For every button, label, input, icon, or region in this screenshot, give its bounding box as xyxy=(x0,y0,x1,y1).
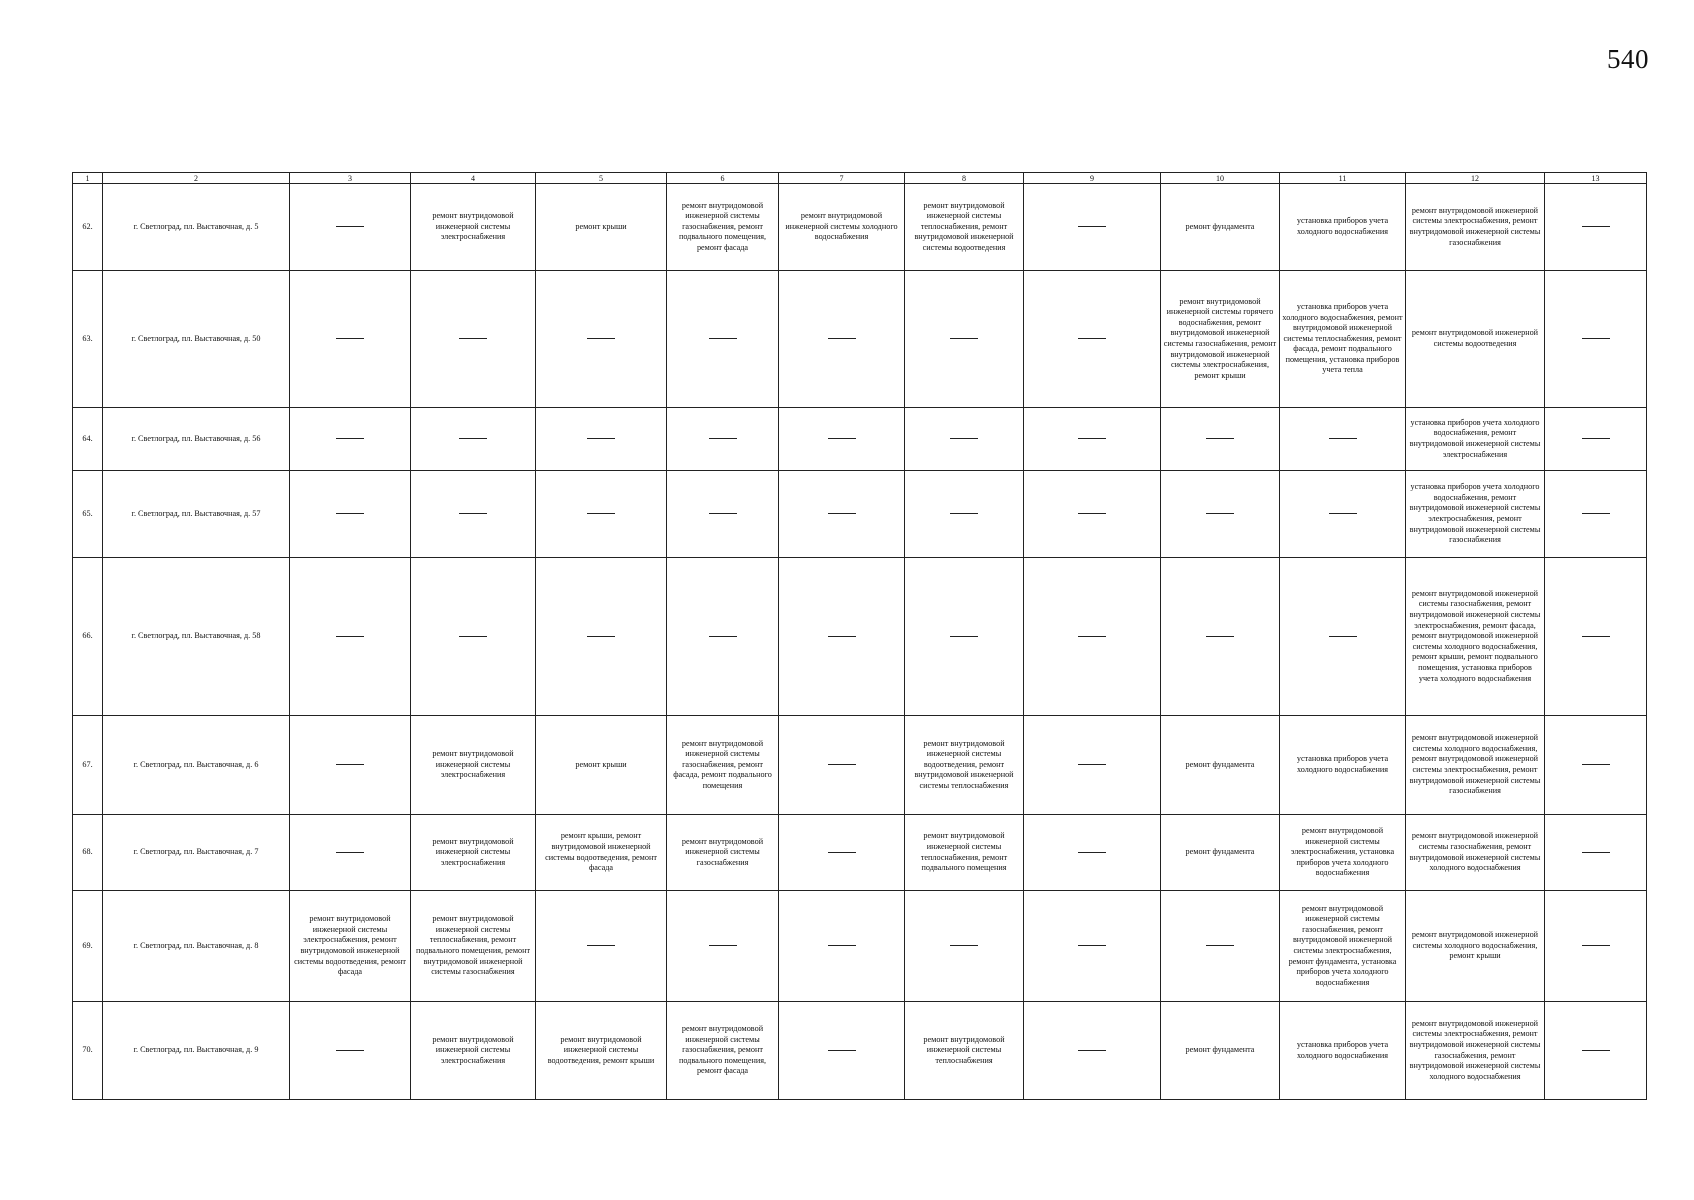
work-type-cell: ремонт внутридомовой инженерной системы электроснабжения xyxy=(411,184,536,271)
dash-mark xyxy=(336,438,364,439)
work-type-cell: ремонт внутридомовой инженерной системы газоснабжения, ремонт подвального помещения, ремонт фасада xyxy=(667,1002,779,1100)
empty-dash-cell xyxy=(290,408,411,471)
empty-dash-cell xyxy=(1024,471,1161,558)
dash-mark xyxy=(587,513,615,514)
dash-mark xyxy=(336,764,364,765)
empty-dash-cell xyxy=(1545,891,1647,1002)
empty-dash-cell xyxy=(1545,815,1647,891)
empty-dash-cell xyxy=(290,815,411,891)
dash-mark xyxy=(950,636,978,637)
empty-dash-cell xyxy=(905,471,1024,558)
empty-dash-cell xyxy=(536,471,667,558)
empty-dash-cell xyxy=(667,558,779,716)
dash-mark xyxy=(336,852,364,853)
work-type-cell: ремонт внутридомовой инженерной системы теплоснабжения, ремонт внутридомовой инженерной системы водоотведения xyxy=(905,184,1024,271)
dash-mark xyxy=(587,438,615,439)
table-row xyxy=(73,891,1647,1002)
empty-dash-cell xyxy=(290,1002,411,1100)
dash-mark xyxy=(336,513,364,514)
dash-mark xyxy=(1078,338,1106,339)
dash-mark xyxy=(950,513,978,514)
empty-dash-cell xyxy=(1024,271,1161,408)
column-number: 11 xyxy=(1280,173,1406,184)
column-number: 2 xyxy=(103,173,290,184)
empty-dash-cell xyxy=(667,891,779,1002)
work-type-cell: ремонт внутридомовой инженерной системы газоснабжения, ремонт внутридомовой инженерной системы электроснабжения, ремонт фасада, ремонт внутридомовой инженерной системы холодного водоснабжения, ремонт крыши, ремонт подвального помещения, установка приборов учета холодного водоснабжения xyxy=(1406,558,1545,716)
work-type-cell: ремонт внутридомовой инженерной системы холодного водоснабжения, ремонт крыши xyxy=(1406,891,1545,1002)
dash-mark xyxy=(1582,852,1610,853)
dash-mark xyxy=(1078,1050,1106,1051)
dash-mark xyxy=(828,852,856,853)
work-type-cell: ремонт внутридомовой инженерной системы электроснабжения xyxy=(411,815,536,891)
dash-mark xyxy=(828,438,856,439)
empty-dash-cell xyxy=(667,271,779,408)
dash-mark xyxy=(459,438,487,439)
empty-dash-cell xyxy=(1280,471,1406,558)
dash-mark xyxy=(1078,513,1106,514)
empty-dash-cell xyxy=(779,891,905,1002)
work-type-cell: ремонт фундамента xyxy=(1161,815,1280,891)
dash-mark xyxy=(950,945,978,946)
column-number: 8 xyxy=(905,173,1024,184)
empty-dash-cell xyxy=(1024,815,1161,891)
dash-mark xyxy=(459,513,487,514)
column-number: 1 xyxy=(73,173,103,184)
dash-mark xyxy=(1078,226,1106,227)
dash-mark xyxy=(1206,945,1234,946)
dash-mark xyxy=(1329,438,1357,439)
dash-mark xyxy=(828,1050,856,1051)
column-number: 6 xyxy=(667,173,779,184)
dash-mark xyxy=(1582,636,1610,637)
work-type-cell: ремонт внутридомовой инженерной системы холодного водоснабжения, ремонт внутридомовой инженерной системы электроснабжения, ремонт внутридомовой инженерной системы газоснабжения xyxy=(1406,716,1545,815)
repair-schedule-table xyxy=(72,172,1647,1100)
table-row xyxy=(73,471,1647,558)
address-cell: г. Светлоград, пл. Выставочная, д. 6 xyxy=(103,716,290,815)
empty-dash-cell xyxy=(290,471,411,558)
empty-dash-cell xyxy=(411,471,536,558)
row-number: 64. xyxy=(73,408,103,471)
dash-mark xyxy=(1329,636,1357,637)
empty-dash-cell xyxy=(290,558,411,716)
work-type-cell: ремонт внутридомовой инженерной системы теплоснабжения, ремонт подвального помещения xyxy=(905,815,1024,891)
dash-mark xyxy=(1582,1050,1610,1051)
empty-dash-cell xyxy=(411,408,536,471)
work-type-cell: ремонт внутридомовой инженерной системы теплоснабжения xyxy=(905,1002,1024,1100)
empty-dash-cell xyxy=(1545,408,1647,471)
work-type-cell: установка приборов учета холодного водоснабжения xyxy=(1280,716,1406,815)
dash-mark xyxy=(828,513,856,514)
empty-dash-cell xyxy=(667,471,779,558)
empty-dash-cell xyxy=(1161,891,1280,1002)
address-cell: г. Светлоград, пл. Выставочная, д. 9 xyxy=(103,1002,290,1100)
row-number: 68. xyxy=(73,815,103,891)
empty-dash-cell xyxy=(1024,184,1161,271)
empty-dash-cell xyxy=(536,408,667,471)
empty-dash-cell xyxy=(1545,558,1647,716)
dash-mark xyxy=(1078,945,1106,946)
work-type-cell: ремонт фундамента xyxy=(1161,184,1280,271)
empty-dash-cell xyxy=(779,558,905,716)
work-type-cell: ремонт внутридомовой инженерной системы электроснабжения, ремонт внутридомовой инженерной системы водоотведения, ремонт фасада xyxy=(290,891,411,1002)
dash-mark xyxy=(709,636,737,637)
dash-mark xyxy=(1206,513,1234,514)
dash-mark xyxy=(459,636,487,637)
empty-dash-cell xyxy=(905,558,1024,716)
column-number-row xyxy=(73,173,1647,184)
address-cell: г. Светлоград, пл. Выставочная, д. 57 xyxy=(103,471,290,558)
dash-mark xyxy=(828,945,856,946)
address-cell: г. Светлоград, пл. Выставочная, д. 58 xyxy=(103,558,290,716)
table-row xyxy=(73,271,1647,408)
work-type-cell: ремонт внутридомовой инженерной системы газоснабжения, ремонт внутридомовой инженерной системы электроснабжения, ремонт фундамента, установка приборов учета холодного водоснабжения xyxy=(1280,891,1406,1002)
work-type-cell: ремонт внутридомовой инженерной системы газоснабжения, ремонт фасада, ремонт подвального помещения xyxy=(667,716,779,815)
work-type-cell: ремонт фундамента xyxy=(1161,716,1280,815)
dash-mark xyxy=(336,338,364,339)
table-row xyxy=(73,408,1647,471)
work-type-cell: ремонт внутридомовой инженерной системы электроснабжения, установка приборов учета холодного водоснабжения xyxy=(1280,815,1406,891)
row-number: 66. xyxy=(73,558,103,716)
work-type-cell: ремонт внутридомовой инженерной системы электроснабжения, ремонт внутридомовой инженерной системы газоснабжения, ремонт внутридомовой инженерной системы холодного водоснабжения xyxy=(1406,1002,1545,1100)
work-type-cell: установка приборов учета холодного водоснабжения xyxy=(1280,184,1406,271)
dash-mark xyxy=(1206,636,1234,637)
work-type-cell: ремонт внутридомовой инженерной системы водоотведения xyxy=(1406,271,1545,408)
address-cell: г. Светлоград, пл. Выставочная, д. 5 xyxy=(103,184,290,271)
dash-mark xyxy=(950,438,978,439)
dash-mark xyxy=(709,513,737,514)
table-row xyxy=(73,815,1647,891)
empty-dash-cell xyxy=(290,271,411,408)
dash-mark xyxy=(1078,764,1106,765)
work-type-cell: установка приборов учета холодного водоснабжения, ремонт внутридомовой инженерной системы теплоснабжения, ремонт фасада, ремонт подвального помещения, установка приборов учета тепла xyxy=(1280,271,1406,408)
empty-dash-cell xyxy=(1024,408,1161,471)
work-type-cell: ремонт внутридомовой инженерной системы горячего водоснабжения, ремонт внутридомовой инженерной системы газоснабжения, ремонт внутридомовой инженерной системы электроснабжения, ремонт крыши xyxy=(1161,271,1280,408)
dash-mark xyxy=(587,636,615,637)
dash-mark xyxy=(1329,513,1357,514)
work-type-cell: ремонт внутридомовой инженерной системы водоотведения, ремонт крыши xyxy=(536,1002,667,1100)
empty-dash-cell xyxy=(1024,1002,1161,1100)
dash-mark xyxy=(709,945,737,946)
work-type-cell: ремонт внутридомовой инженерной системы теплоснабжения, ремонт подвального помещения, ремонт внутридомовой инженерной системы газоснабжения xyxy=(411,891,536,1002)
empty-dash-cell xyxy=(536,558,667,716)
address-cell: г. Светлоград, пл. Выставочная, д. 7 xyxy=(103,815,290,891)
empty-dash-cell xyxy=(1161,408,1280,471)
dash-mark xyxy=(828,338,856,339)
column-number: 7 xyxy=(779,173,905,184)
dash-mark xyxy=(336,226,364,227)
empty-dash-cell xyxy=(779,716,905,815)
empty-dash-cell xyxy=(411,271,536,408)
row-number: 62. xyxy=(73,184,103,271)
row-number: 63. xyxy=(73,271,103,408)
empty-dash-cell xyxy=(779,271,905,408)
work-type-cell: ремонт крыши xyxy=(536,716,667,815)
address-cell: г. Светлоград, пл. Выставочная, д. 8 xyxy=(103,891,290,1002)
empty-dash-cell xyxy=(779,815,905,891)
empty-dash-cell xyxy=(1161,471,1280,558)
work-type-cell: ремонт внутридомовой инженерной системы электроснабжения xyxy=(411,716,536,815)
dash-mark xyxy=(950,338,978,339)
column-number: 3 xyxy=(290,173,411,184)
empty-dash-cell xyxy=(905,891,1024,1002)
empty-dash-cell xyxy=(290,716,411,815)
empty-dash-cell xyxy=(290,184,411,271)
empty-dash-cell xyxy=(667,408,779,471)
address-cell: г. Светлоград, пл. Выставочная, д. 56 xyxy=(103,408,290,471)
empty-dash-cell xyxy=(1545,471,1647,558)
dash-mark xyxy=(709,438,737,439)
empty-dash-cell xyxy=(1545,716,1647,815)
column-number: 9 xyxy=(1024,173,1161,184)
empty-dash-cell xyxy=(1280,558,1406,716)
empty-dash-cell xyxy=(905,408,1024,471)
work-type-cell: ремонт фундамента xyxy=(1161,1002,1280,1100)
work-type-cell: ремонт внутридомовой инженерной системы газоснабжения, ремонт подвального помещения, ремонт фасада xyxy=(667,184,779,271)
empty-dash-cell xyxy=(1280,408,1406,471)
dash-mark xyxy=(1582,945,1610,946)
dash-mark xyxy=(1582,226,1610,227)
empty-dash-cell xyxy=(536,891,667,1002)
empty-dash-cell xyxy=(1161,558,1280,716)
work-type-cell: ремонт внутридомовой инженерной системы водоотведения, ремонт внутридомовой инженерной системы теплоснабжения xyxy=(905,716,1024,815)
dash-mark xyxy=(1078,852,1106,853)
column-number: 4 xyxy=(411,173,536,184)
work-type-cell: установка приборов учета холодного водоснабжения xyxy=(1280,1002,1406,1100)
address-cell: г. Светлоград, пл. Выставочная, д. 50 xyxy=(103,271,290,408)
dash-mark xyxy=(1582,513,1610,514)
empty-dash-cell xyxy=(905,271,1024,408)
empty-dash-cell xyxy=(1024,891,1161,1002)
empty-dash-cell xyxy=(411,558,536,716)
dash-mark xyxy=(1078,438,1106,439)
empty-dash-cell xyxy=(1024,716,1161,815)
column-number: 13 xyxy=(1545,173,1647,184)
empty-dash-cell xyxy=(779,408,905,471)
dash-mark xyxy=(587,945,615,946)
row-number: 70. xyxy=(73,1002,103,1100)
dash-mark xyxy=(828,764,856,765)
work-type-cell: ремонт крыши xyxy=(536,184,667,271)
empty-dash-cell xyxy=(1024,558,1161,716)
dash-mark xyxy=(1206,438,1234,439)
dash-mark xyxy=(336,1050,364,1051)
column-number: 10 xyxy=(1161,173,1280,184)
row-number: 65. xyxy=(73,471,103,558)
dash-mark xyxy=(1582,438,1610,439)
empty-dash-cell xyxy=(1545,184,1647,271)
column-number: 12 xyxy=(1406,173,1545,184)
dash-mark xyxy=(1582,338,1610,339)
work-type-cell: ремонт внутридомовой инженерной системы холодного водоснабжения xyxy=(779,184,905,271)
dash-mark xyxy=(336,636,364,637)
table-row xyxy=(73,1002,1647,1100)
empty-dash-cell xyxy=(536,271,667,408)
row-number: 67. xyxy=(73,716,103,815)
work-type-cell: установка приборов учета холодного водоснабжения, ремонт внутридомовой инженерной системы электроснабжения xyxy=(1406,408,1545,471)
dash-mark xyxy=(828,636,856,637)
work-type-cell: установка приборов учета холодного водоснабжения, ремонт внутридомовой инженерной системы электроснабжения, ремонт внутридомовой инженерной системы газоснабжения xyxy=(1406,471,1545,558)
empty-dash-cell xyxy=(1545,271,1647,408)
work-type-cell: ремонт внутридомовой инженерной системы газоснабжения xyxy=(667,815,779,891)
table-row xyxy=(73,716,1647,815)
dash-mark xyxy=(587,338,615,339)
work-type-cell: ремонт внутридомовой инженерной системы электроснабжения xyxy=(411,1002,536,1100)
empty-dash-cell xyxy=(779,1002,905,1100)
work-type-cell: ремонт внутридомовой инженерной системы электроснабжения, ремонт внутридомовой инженерной системы газоснабжения xyxy=(1406,184,1545,271)
empty-dash-cell xyxy=(1545,1002,1647,1100)
dash-mark xyxy=(1078,636,1106,637)
dash-mark xyxy=(709,338,737,339)
table-row xyxy=(73,558,1647,716)
table-row xyxy=(73,184,1647,271)
column-number: 5 xyxy=(536,173,667,184)
dash-mark xyxy=(1582,764,1610,765)
work-type-cell: ремонт крыши, ремонт внутридомовой инженерной системы водоотведения, ремонт фасада xyxy=(536,815,667,891)
row-number: 69. xyxy=(73,891,103,1002)
page-number: 540 xyxy=(1607,44,1649,74)
work-type-cell: ремонт внутридомовой инженерной системы газоснабжения, ремонт внутридомовой инженерной системы холодного водоснабжения xyxy=(1406,815,1545,891)
empty-dash-cell xyxy=(779,471,905,558)
dash-mark xyxy=(459,338,487,339)
